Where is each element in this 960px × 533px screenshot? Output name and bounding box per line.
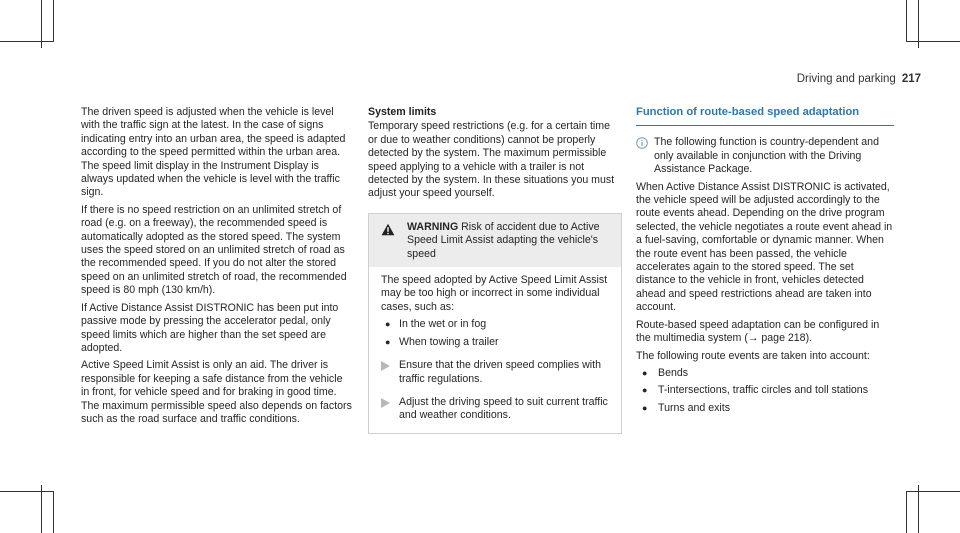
note-text: The following function is country-dependent and only available in conjunction with the Driving Assistance Package. [654,136,879,176]
paragraph: If Active Distance Assist DISTRONIC has been put into passive mode by pressing the accelerator pedal, only speed limits which are higher than the set speed are adopted. [81,301,339,354]
section-heading: System limits [368,106,437,118]
bullet-icon: ● [642,367,648,378]
warning-body [369,267,621,433]
list-item [381,336,613,349]
crop-mark [906,41,960,42]
heading-rule [636,125,894,126]
crop-mark [906,0,907,42]
crop-mark [41,485,42,533]
paragraph: Active Speed Limit Assist is only an aid. The driver is responsible for keeping a safe distance from the vehicle in front, for vehicle speed and for braking in good time. The maximum permissible speed also depends on factors such as the road surface and traffic conditions. [81,359,352,425]
warning-text: Risk of accident due to Active Speed Limit Assist adapting the vehicle's speed [407,220,600,260]
crop-mark [53,0,54,42]
column-middle [368,106,622,434]
section-heading: Function of route-based speed adaptation [636,106,860,118]
list-item-text: T-intersections, traffic circles and toll stations [658,384,868,397]
crop-mark [918,485,919,533]
bullet-icon: ● [385,336,391,347]
paragraph: The driven speed is adjusted when the vehicle is level with the traffic sign at the latest. In the case of signs indicating entry into an urban area, the speed is adapted according to the speed permitted within the urban area. The speed limit display in the Instrument Display is always updated when the vehicle is level with the traffic sign. [81,106,346,199]
bullet-icon: ● [642,402,648,413]
bullet-icon: ● [642,385,648,396]
action-item [381,359,613,386]
list-item [636,384,894,397]
warning-triangle-icon [381,223,397,261]
list-item [636,367,894,380]
paragraph: The speed adopted by Active Speed Limit Assist may be too high or incorrect in some individual cases, such as: [381,274,608,313]
page-number: 217 [901,73,921,85]
action-arrow-icon [381,361,399,386]
paragraph: When Active Distance Assist DISTRONIC is activated, the vehicle speed will be adjusted accordingly to the route events ahead. Depending on the drive program selected, the vehicle negotiates a route event ahead in a fuel-saving, comfortable or dynamic manner. When the route event has been passed, the vehicle accelerates again to the stored speed. The set distance to the vehicle in front, vehicles detected ahead and speed restrictions ahead are taken into account. [636,180,893,314]
warning-box [368,213,622,434]
info-icon [636,137,654,176]
bullet-icon: ● [385,319,391,330]
paragraph: Temporary speed restrictions (e.g. for a certain time or due to weather conditions) cannot be properly detected by the system. The maximum permissible speed applying to a vehicle with a trailer is not detected by the system. In these situations you must adjust your speed yourself. [368,120,615,200]
column-right [636,106,894,419]
crop-mark [0,41,54,42]
crop-mark [0,491,54,492]
action-text: Ensure that the driven speed complies with traffic regulations. [399,359,601,385]
paragraph: Route-based speed adaptation can be configured in the multimedia system (→ page 218). [636,318,880,345]
crop-mark [906,491,907,533]
crop-mark [906,491,960,492]
list-item-text: When towing a trailer [399,335,499,348]
note [636,136,894,176]
column-left [81,106,353,430]
action-text: Adjust the driving speed to suit current traffic and weather conditions. [399,395,608,422]
list-item [636,402,894,415]
list-item-text: In the wet or in fog [399,318,487,331]
action-item [381,396,613,423]
list-item-text: Bends [658,366,689,379]
warning-label: WARNING [407,220,459,233]
running-header [797,73,921,85]
list-item [381,318,613,331]
section-title: Driving and parking [796,73,896,85]
paragraph: The following route events are taken into account: [636,349,870,362]
action-arrow-icon [381,398,399,423]
paragraph: If there is no speed restriction on an unlimited stretch of road (e.g. on a freeway), the recommended speed is automatically adopted as the stored speed. The system uses the speed stored on an unlimited stretch of road as the recommended speed. If you do not alter the stored speed on an unlimited stretch of road, the recommended speed is 80 mph (130 km/h). [81,203,347,297]
crop-mark [53,491,54,533]
warning-title [407,221,613,261]
list-item-text: Turns and exits [658,401,731,414]
warning-header [369,214,621,267]
